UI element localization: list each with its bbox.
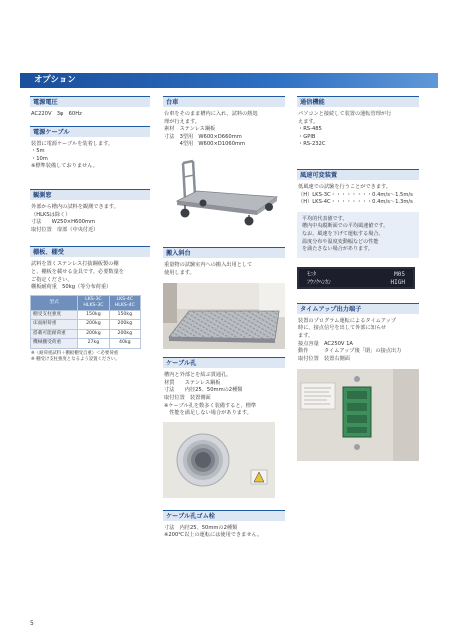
table-note: ※（耐荷重試料＋棚板棚受自重）＜必要荷重: [31, 350, 119, 356]
terminal-block-photo: [297, 369, 419, 461]
text-line: 槽内と外部とを結ぶ貫通孔。: [164, 372, 232, 379]
text-line: 寸法 3型用 W600×D660mm: [164, 133, 242, 140]
text-line: ・GPIB: [298, 133, 316, 140]
terminal-block-icon: [297, 369, 419, 461]
section-shelf: [30, 246, 150, 363]
text-line: えます。: [298, 118, 319, 125]
cart-photo: [163, 153, 285, 237]
cart-icon: [163, 153, 285, 237]
text-line: （HLKSは除く）: [31, 211, 71, 218]
text-line: 試料を置くステンレス打抜鋼板製の棚: [31, 261, 119, 268]
header-line: LKS-4C: [116, 296, 134, 302]
text-line: 時に、接点信号を出して外部に知らせ: [298, 325, 387, 332]
text-line: AC220V 3φ 60Hz: [31, 111, 82, 117]
text-line: 寸法 W250×H600mm: [31, 219, 96, 226]
text-line: 素材 ステンレス鋼板: [164, 126, 216, 133]
section-window: [30, 189, 150, 234]
cell: 200kg: [78, 329, 109, 339]
table-row: [31, 339, 141, 349]
lcd-text: M05: [394, 270, 405, 278]
section-comm: [297, 96, 419, 149]
text-line: 台車をそのまま槽内に入れ、試料の熱処: [164, 111, 258, 117]
section-ramp: [163, 247, 285, 349]
cell: 40kg: [109, 339, 140, 349]
section-title: タイムアップ出力端子: [297, 303, 419, 314]
cell: 150kg: [78, 310, 109, 320]
section-title: 台車: [163, 96, 285, 107]
section-timeup: [297, 303, 419, 462]
text-line: 重量物の試験室内への搬入出用として: [164, 261, 253, 268]
text-line: ます。: [298, 332, 314, 339]
table-row: [31, 310, 141, 320]
table-header: [78, 295, 109, 310]
text-line: 寸法 内径25、50mmの2種類: [164, 387, 243, 394]
text-line: 寸法 内径25、50mmの2種類: [164, 524, 238, 531]
note-line: 温度分布や温度変動幅などの性能: [302, 238, 379, 245]
note-line: 平均的代表値です。: [302, 215, 348, 222]
cell: 200kg: [109, 329, 140, 339]
text-line: 4型用 W600×D1060mm: [164, 141, 246, 148]
text-line: 低風速での試験を行うことができます。: [298, 183, 391, 190]
lcd-text: ﾓﾆﾀ: [307, 270, 317, 278]
text-line: 棚板耐荷重 50kg（等分布荷重）: [31, 284, 112, 291]
ramp-photo: [163, 283, 285, 349]
text-line: （H）LKS-4C・・・・・・・・0.4m/s～1.3m/s: [298, 199, 413, 206]
text-line: ※ケーブル孔を数多く装備すると、標準: [164, 402, 257, 409]
shelf-spec-table: [30, 295, 141, 349]
note-line: なお、風速を下げて運転する場合、: [302, 230, 384, 237]
text-line: 装置に電源ケーブルを装着します。: [31, 140, 114, 147]
text-line: ・RS-232C: [298, 141, 326, 148]
text-line: 材質 ステンレス鋼板: [164, 379, 221, 386]
section-title: 電源ケーブル: [30, 126, 150, 137]
section-cable: [30, 126, 150, 171]
section-wind: [297, 169, 419, 289]
text-line: ・RS-485: [298, 126, 322, 133]
row-label: 床面耐荷重: [31, 320, 78, 330]
text-line: ※標準装備しておりません。: [31, 163, 98, 170]
cell: 200kg: [109, 320, 140, 330]
note-line: を満たさない場合があります。: [302, 246, 373, 253]
text-line: （H）LKS-3C・・・・・・・・0.4m/s～1.5m/s: [298, 191, 413, 198]
cell: 150kg: [109, 310, 140, 320]
section-cart: [163, 96, 285, 237]
section-voltage: [30, 96, 150, 119]
table-header: 型式: [31, 295, 78, 310]
table-row: [31, 320, 141, 330]
text-line: 取付位置 装置右側面: [298, 355, 350, 362]
text-line: 取付位置 扉部（中央付近）: [31, 226, 99, 233]
column-1: [30, 96, 150, 363]
text-line: パソコンと接続して装置の運転管理が行: [298, 111, 392, 117]
lcd-text: HIGH: [390, 278, 405, 286]
section-title: 観測窓: [30, 189, 150, 200]
row-label: 搭載可能耐荷重: [31, 329, 78, 339]
cable-port-photo: [163, 422, 275, 498]
section-title: 風速可変装置: [297, 169, 419, 180]
text-line: 使用します。: [164, 269, 195, 276]
section-title: ケーブル孔: [163, 357, 285, 368]
header-line: HLKS-4C: [114, 302, 135, 308]
table-note: ※ 棚受け支柱強度となるよう設置ください。: [31, 356, 120, 362]
table-row: [31, 329, 141, 339]
table-header: [109, 295, 140, 310]
cell: 27kg: [78, 339, 109, 349]
ramp-icon: [163, 283, 285, 349]
text-line: と、棚板を載せる金具です。必要数量を: [31, 268, 124, 275]
text-line: 理が行えます。: [164, 118, 200, 125]
text-line: ※200℃以上の運転には使用できません。: [164, 532, 263, 539]
column-2: [163, 96, 285, 540]
row-label: 機械棚受荷重: [31, 339, 78, 349]
wind-note-box: [297, 212, 419, 258]
row-label: 棚受支柱強度: [31, 310, 78, 320]
section-title: 搬入斜台: [163, 247, 285, 258]
section-title: 電源電圧: [30, 96, 150, 107]
text-line: 動作 タイムアップ後「閉」の接点出力: [298, 348, 402, 355]
text-line: ・5m: [31, 148, 45, 155]
text-line: ご指定ください。: [31, 276, 73, 283]
section-title: 通信機能: [297, 96, 419, 107]
text-line: 外部から槽内の試料を観測できます。: [31, 203, 119, 210]
page-number: 5: [30, 620, 34, 627]
note-line: 槽内中央縦断面での平均風速値です。: [302, 223, 389, 230]
text-line: 取付位置 装置側面: [164, 394, 211, 401]
lcd-text: ﾌｳｿｸﾍﾝｶﾝ: [307, 278, 332, 286]
cable-port-icon: [163, 422, 275, 498]
section-title: ケーブル孔ゴム栓: [163, 510, 285, 521]
cell: 200kg: [78, 320, 109, 330]
section-cable-port: [163, 357, 285, 498]
text-line: 装置のプログラム運転によるタイムアップ: [298, 317, 397, 324]
section-grommet: [163, 510, 285, 540]
header-line: LKS-3C: [85, 296, 102, 302]
options-banner: オプション: [20, 73, 438, 88]
text-line: ・10m: [31, 155, 48, 162]
section-title: 棚板、棚受: [30, 246, 150, 257]
text-line: 接点容量 AC250V 1A: [298, 340, 353, 347]
column-3: [297, 96, 419, 461]
text-line: 性能を満足しない場合があります。: [164, 410, 252, 417]
lcd-display: [297, 267, 415, 289]
header-line: HLKS-3C: [83, 302, 104, 308]
